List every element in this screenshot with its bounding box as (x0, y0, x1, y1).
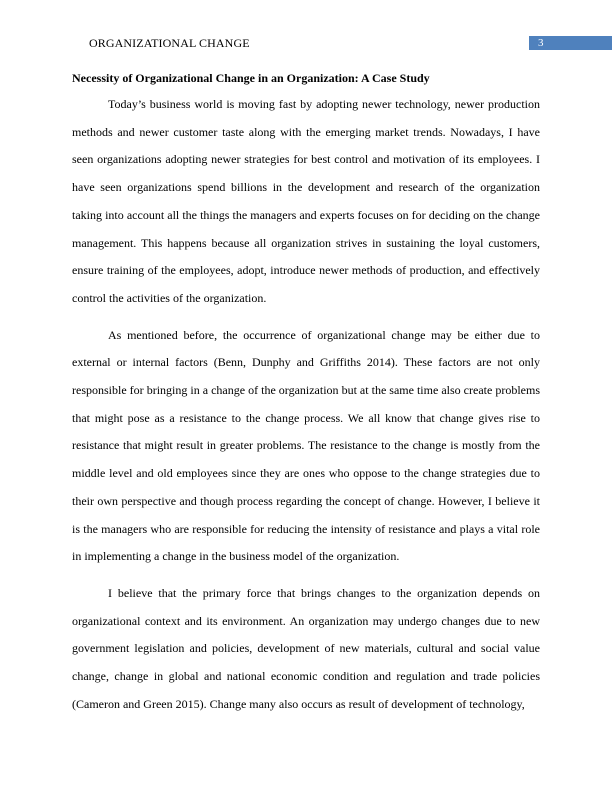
paragraph-3: I believe that the primary force that brings changes to the organization depends on organizational context and its environment. An organization may undergo changes due to new government legislation and policies, development of new materials, cultural and social value change, change in global and national economic condition and regulation and trade policies (Cameron and Green 2015). Change many also occurs as result of development of technology, (72, 585, 540, 711)
document-body (72, 70, 540, 718)
paragraph-2: As mentioned before, the occurrence of organizational change may be either due to external or internal factors (Benn, Dunphy and Griffiths 2014). These factors are not only responsible for bringing in a change of the organization but at the same time also create problems that might pose as a resistance to the change process. We all know that change gives rise to resistance that might result in greater problems. The resistance to the change is mostly from the middle level and old employees since they are ones who oppose to the change strategies due to their own perspective and though process regarding the concept of change. However, I believe it is the managers who are responsible for reducing the intensity of resistance and plays a vital role in implementing a change in the business model of the organization. (72, 327, 540, 564)
page-number-badge: 3 (529, 36, 612, 50)
paragraph-1: Today’s business world is moving fast by adopting newer technology, newer production methods and newer customer taste along with the emerging market trends. Nowadays, I have seen organizations adopting newer strategies for best control and motivation of its employees. I have seen organizations spend billions in the development and research of the organization taking into account all the things the managers and experts focuses on for deciding on the change management. This happens because all organization strives in sustaining the loyal customers, ensure training of the employees, adopt, introduce newer methods of production, and effectively control the activities of the organization. (72, 97, 540, 305)
document-title: Necessity of Organizational Change in an Organization: A Case Study (72, 71, 430, 85)
running-head-title: ORGANIZATIONAL CHANGE (89, 36, 250, 50)
